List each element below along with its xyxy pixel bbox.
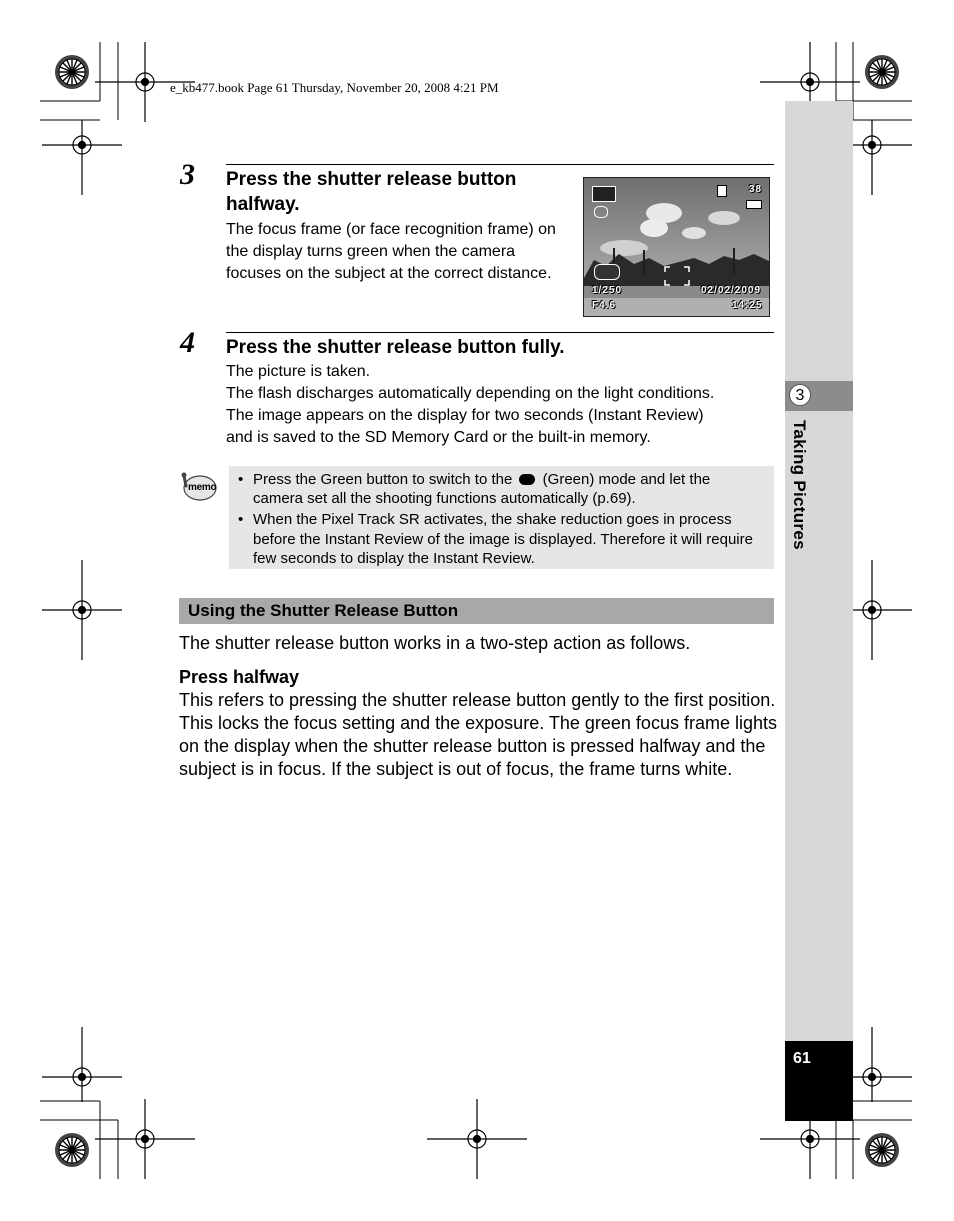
chapter-sidebar — [785, 101, 853, 1121]
memo-item — [229, 470, 764, 509]
step-4-rule — [226, 332, 774, 333]
shake-reduction-icon — [594, 264, 620, 280]
step-4-line: The image appears on the display for two seconds (Instant Review) — [226, 407, 704, 424]
step-4-title: Press the shutter release button fully. — [226, 337, 565, 358]
memory-card-icon — [717, 185, 727, 197]
page-number: 61 — [793, 1050, 811, 1067]
exposure-mode-icon — [592, 186, 616, 202]
shots-remaining: 38 — [749, 184, 763, 195]
time-display: 14:25 — [732, 300, 763, 311]
step-3-number: 3 — [180, 158, 195, 191]
step-4-line: The flash discharges automatically depending on the light conditions. — [226, 385, 715, 402]
focus-frame-icon — [664, 266, 690, 286]
battery-icon — [746, 200, 762, 209]
memo-item-1-text-before: Press the Green button to switch to the — [253, 470, 513, 488]
aperture-value: F4.6 — [592, 300, 617, 311]
step-3-rule — [226, 164, 774, 165]
green-mode-icon — [519, 474, 535, 485]
memo-item — [229, 510, 764, 569]
chapter-number-badge: 3 — [789, 384, 811, 406]
press-halfway-paragraph: This refers to pressing the shutter release button gently to the first position. This locks the focus setting and the exposure. The green focus frame lights on the display when the shutter release button is pressed halfway and the subject is in focus. If the subject is out of focus, the frame turns white. — [179, 690, 777, 779]
memo-icon-label: memo — [188, 482, 217, 493]
memo-bullet: • — [238, 511, 244, 528]
memo-item-1-text-after: (Green) mode and let the camera set all the shooting functions automatically (p.69). — [253, 470, 711, 507]
step-4-body — [226, 361, 781, 449]
step-4-line: and is saved to the SD Memory Card or the built-in memory. — [226, 429, 651, 446]
memo-box — [229, 466, 774, 569]
date-display: 02/02/2009 — [701, 285, 762, 296]
memo-item-2-text: When the Pixel Track SR activates, the shake reduction goes in process before the Instant Review of the image is displayed. Therefore it will require few seconds to display the Instant Review. — [253, 511, 753, 567]
section-intro: The shutter release button works in a two-step action as follows. — [179, 633, 691, 653]
step-3-body: The focus frame (or face recognition frame) on the display turns green when the camera focuses on the subject at the correct distance. — [226, 221, 556, 282]
step-4-line: The picture is taken. — [226, 363, 371, 380]
camera-lcd-preview — [583, 177, 770, 317]
chapter-title: Taking Pictures — [790, 420, 809, 550]
step-3-title: Press the shutter release button halfway. — [226, 169, 517, 215]
section-title: Using the Shutter Release Button — [188, 601, 459, 620]
book-file-info: e_kb477.book Page 61 Thursday, November 20, 2008 4:21 PM — [170, 80, 499, 95]
press-halfway-heading: Press halfway — [179, 667, 300, 687]
face-detection-icon — [594, 206, 608, 218]
memo-bullet: • — [238, 470, 244, 488]
shutter-speed: 1/250 — [592, 285, 623, 296]
step-4-number: 4 — [180, 326, 195, 359]
